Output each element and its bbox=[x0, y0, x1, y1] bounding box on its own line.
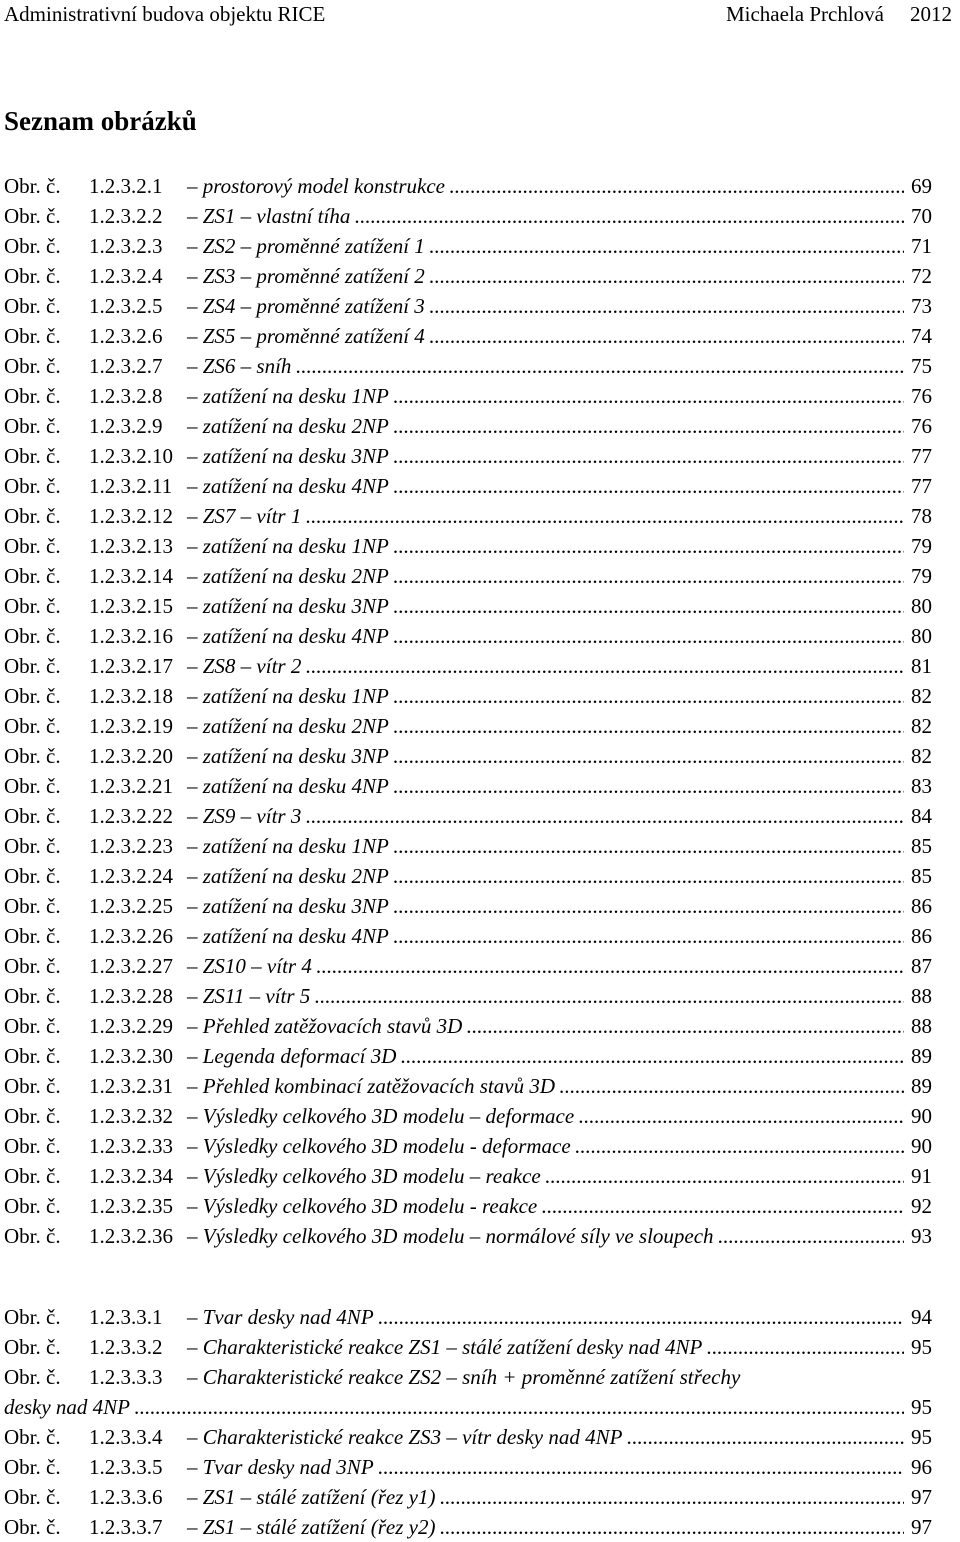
figure-prefix: Obr. č. bbox=[4, 744, 61, 768]
figure-caption: – zatížení na desku 2NP bbox=[187, 714, 389, 738]
dot-leader bbox=[295, 351, 904, 381]
page-number: 80 bbox=[911, 624, 932, 648]
toc-entry[interactable] bbox=[4, 711, 932, 741]
figure-number: 1.2.3.2.31 bbox=[89, 1074, 173, 1098]
dot-leader bbox=[429, 321, 904, 351]
figure-prefix: Obr. č. bbox=[4, 624, 61, 648]
dot-leader bbox=[305, 651, 904, 681]
figure-number: 1.2.3.3.6 bbox=[89, 1485, 163, 1509]
figure-prefix: Obr. č. bbox=[4, 504, 61, 528]
dot-leader bbox=[393, 381, 904, 411]
figure-prefix: Obr. č. bbox=[4, 714, 61, 738]
figure-number: 1.2.3.3.7 bbox=[89, 1515, 163, 1539]
dot-leader bbox=[429, 231, 904, 261]
dot-leader bbox=[393, 921, 904, 951]
figure-number: 1.2.3.3.1 bbox=[89, 1305, 163, 1329]
figure-prefix: Obr. č. bbox=[4, 834, 61, 858]
page-number: 73 bbox=[911, 294, 932, 318]
page-number: 88 bbox=[911, 1014, 932, 1038]
dot-leader bbox=[578, 1101, 904, 1131]
figure-number: 1.2.3.2.13 bbox=[89, 534, 173, 558]
figure-number: 1.2.3.2.35 bbox=[89, 1194, 173, 1218]
figure-caption: – ZS1 – vlastní tíha bbox=[187, 204, 351, 228]
figure-caption: – ZS6 – sníh bbox=[187, 354, 292, 378]
figure-prefix: Obr. č. bbox=[4, 1134, 61, 1158]
page-number: 86 bbox=[911, 894, 932, 918]
figure-number: 1.2.3.2.28 bbox=[89, 984, 173, 1008]
figure-caption: – zatížení na desku 3NP bbox=[187, 894, 389, 918]
figure-caption: – zatížení na desku 2NP bbox=[187, 564, 389, 588]
toc-entry[interactable] bbox=[4, 1161, 932, 1191]
figure-prefix: Obr. č. bbox=[4, 174, 61, 198]
figure-prefix: Obr. č. bbox=[4, 234, 61, 258]
figure-caption: – Tvar desky nad 3NP bbox=[187, 1455, 374, 1479]
dot-leader bbox=[545, 1161, 904, 1191]
figure-number: 1.2.3.2.17 bbox=[89, 654, 173, 678]
dot-leader bbox=[429, 261, 904, 291]
dot-leader bbox=[393, 531, 904, 561]
dot-leader bbox=[316, 951, 904, 981]
toc-entry[interactable] bbox=[4, 1131, 932, 1161]
page-number: 79 bbox=[911, 564, 932, 588]
toc-entry[interactable] bbox=[4, 681, 932, 711]
toc-entry[interactable] bbox=[4, 321, 932, 351]
figure-prefix: Obr. č. bbox=[4, 894, 61, 918]
figure-prefix: Obr. č. bbox=[4, 354, 61, 378]
toc-entry-line bbox=[4, 1392, 932, 1422]
page-number: 96 bbox=[911, 1455, 932, 1479]
toc-entry[interactable] bbox=[4, 651, 932, 681]
page-number: 82 bbox=[911, 714, 932, 738]
page-number: 97 bbox=[911, 1515, 932, 1539]
figure-prefix: Obr. č. bbox=[4, 774, 61, 798]
toc-entry[interactable] bbox=[4, 231, 932, 261]
figure-caption: – zatížení na desku 4NP bbox=[187, 774, 389, 798]
page-number: 91 bbox=[911, 1164, 932, 1188]
figure-prefix: Obr. č. bbox=[4, 684, 61, 708]
toc-entry-line bbox=[4, 1362, 932, 1392]
figure-caption: – zatížení na desku 1NP bbox=[187, 534, 389, 558]
page-number: 95 bbox=[911, 1395, 932, 1419]
figure-number: 1.2.3.3.5 bbox=[89, 1455, 163, 1479]
toc-entry[interactable] bbox=[4, 921, 932, 951]
dot-leader bbox=[439, 1482, 904, 1512]
figure-prefix: Obr. č. bbox=[4, 204, 61, 228]
page-number: 76 bbox=[911, 384, 932, 408]
figure-number: 1.2.3.2.23 bbox=[89, 834, 173, 858]
figure-caption: – zatížení na desku 1NP bbox=[187, 684, 389, 708]
figure-caption: – Výsledky celkového 3D modelu - deformace bbox=[187, 1134, 571, 1158]
figure-caption: – Přehled kombinací zatěžovacích stavů 3D bbox=[187, 1074, 555, 1098]
figure-number: 1.2.3.3.3 bbox=[89, 1365, 163, 1389]
toc-entry[interactable] bbox=[4, 831, 932, 861]
page-number: 75 bbox=[911, 354, 932, 378]
toc-entry[interactable] bbox=[4, 471, 932, 501]
figure-caption: – ZS7 – vítr 1 bbox=[187, 504, 302, 528]
figure-prefix: Obr. č. bbox=[4, 1194, 61, 1218]
figure-prefix: Obr. č. bbox=[4, 1305, 61, 1329]
page-number: 97 bbox=[911, 1485, 932, 1509]
page-number: 72 bbox=[911, 264, 932, 288]
toc-entry[interactable] bbox=[4, 1221, 932, 1251]
figure-prefix: Obr. č. bbox=[4, 1335, 61, 1359]
dot-leader bbox=[449, 171, 904, 201]
figure-number: 1.2.3.2.20 bbox=[89, 744, 173, 768]
figure-prefix: Obr. č. bbox=[4, 1044, 61, 1068]
figure-caption: – Charakteristické reakce ZS2 – sníh + proměnné zatížení střechy bbox=[187, 1365, 741, 1389]
toc-entry[interactable] bbox=[4, 1302, 932, 1332]
toc-entry[interactable] bbox=[4, 741, 932, 771]
dot-leader bbox=[393, 831, 904, 861]
document-year: 2012 bbox=[910, 2, 952, 26]
figure-prefix: Obr. č. bbox=[4, 1104, 61, 1128]
page-number: 71 bbox=[911, 234, 932, 258]
figure-prefix: Obr. č. bbox=[4, 804, 61, 828]
toc-entry[interactable] bbox=[4, 381, 932, 411]
toc-entry[interactable] bbox=[4, 1482, 932, 1512]
figure-prefix: Obr. č. bbox=[4, 924, 61, 948]
dot-leader bbox=[541, 1191, 904, 1221]
figure-number: 1.2.3.2.24 bbox=[89, 864, 173, 888]
list-of-figures-heading: Seznam obrázků bbox=[4, 106, 197, 136]
dot-leader bbox=[393, 861, 904, 891]
figure-number: 1.2.3.2.16 bbox=[89, 624, 173, 648]
page-number: 76 bbox=[911, 414, 932, 438]
page-number: 77 bbox=[911, 474, 932, 498]
page-number: 74 bbox=[911, 324, 932, 348]
dot-leader bbox=[354, 201, 904, 231]
toc-entry[interactable] bbox=[4, 861, 932, 891]
figure-prefix: Obr. č. bbox=[4, 654, 61, 678]
figure-caption: – zatížení na desku 2NP bbox=[187, 864, 389, 888]
dot-leader bbox=[393, 441, 904, 471]
figure-number: 1.2.3.3.4 bbox=[89, 1425, 163, 1449]
figure-number: 1.2.3.2.26 bbox=[89, 924, 173, 948]
figure-number: 1.2.3.2.29 bbox=[89, 1014, 173, 1038]
figure-number: 1.2.3.2.36 bbox=[89, 1224, 173, 1248]
figure-prefix: Obr. č. bbox=[4, 534, 61, 558]
page-number: 87 bbox=[911, 954, 932, 978]
figure-number: 1.2.3.2.30 bbox=[89, 1044, 173, 1068]
toc-entry[interactable] bbox=[4, 1422, 932, 1452]
figure-prefix: Obr. č. bbox=[4, 1074, 61, 1098]
figure-prefix: Obr. č. bbox=[4, 1515, 61, 1539]
dot-leader bbox=[393, 741, 904, 771]
figure-prefix: Obr. č. bbox=[4, 1365, 61, 1389]
dot-leader bbox=[626, 1422, 904, 1452]
figure-prefix: Obr. č. bbox=[4, 1455, 61, 1479]
page-number: 95 bbox=[911, 1335, 932, 1359]
dot-leader bbox=[393, 771, 904, 801]
toc-entry[interactable] bbox=[4, 1332, 932, 1362]
dot-leader bbox=[706, 1332, 904, 1362]
dot-leader bbox=[439, 1512, 904, 1542]
figure-prefix: Obr. č. bbox=[4, 1014, 61, 1038]
figure-caption: – ZS4 – proměnné zatížení 3 bbox=[187, 294, 425, 318]
dot-leader bbox=[378, 1302, 904, 1332]
toc-entry[interactable] bbox=[4, 1362, 932, 1422]
toc-entry[interactable] bbox=[4, 531, 932, 561]
dot-leader bbox=[393, 711, 904, 741]
toc-entry[interactable] bbox=[4, 981, 932, 1011]
figure-number: 1.2.3.2.32 bbox=[89, 1104, 173, 1128]
figure-caption: – zatížení na desku 4NP bbox=[187, 624, 389, 648]
figure-number: 1.2.3.2.10 bbox=[89, 444, 173, 468]
figure-number: 1.2.3.2.8 bbox=[89, 384, 163, 408]
toc-entry[interactable] bbox=[4, 1101, 932, 1131]
figure-caption: – zatížení na desku 3NP bbox=[187, 594, 389, 618]
figure-prefix: Obr. č. bbox=[4, 1224, 61, 1248]
dot-leader bbox=[429, 291, 904, 321]
figure-caption: – Přehled zatěžovacích stavů 3D bbox=[187, 1014, 463, 1038]
page-number: 77 bbox=[911, 444, 932, 468]
toc-entry[interactable] bbox=[4, 1512, 932, 1542]
page-number: 81 bbox=[911, 654, 932, 678]
dot-leader bbox=[393, 891, 904, 921]
page-number: 80 bbox=[911, 594, 932, 618]
figure-prefix: Obr. č. bbox=[4, 414, 61, 438]
figure-caption: – Charakteristické reakce ZS1 – stálé zatížení desky nad 4NP bbox=[187, 1335, 703, 1359]
toc-entry[interactable] bbox=[4, 951, 932, 981]
toc-entry[interactable] bbox=[4, 1071, 932, 1101]
figure-number: 1.2.3.2.33 bbox=[89, 1134, 173, 1158]
toc-entry[interactable] bbox=[4, 801, 932, 831]
page-number: 95 bbox=[911, 1425, 932, 1449]
figure-caption: – zatížení na desku 4NP bbox=[187, 924, 389, 948]
author-name: Michaela Prchlová bbox=[725, 2, 884, 26]
toc-entry[interactable] bbox=[4, 261, 932, 291]
page-number: 88 bbox=[911, 984, 932, 1008]
page-number: 93 bbox=[911, 1224, 932, 1248]
dot-leader bbox=[393, 621, 904, 651]
figure-caption: – Výsledky celkového 3D modelu – deformace bbox=[187, 1104, 575, 1128]
toc-entry[interactable] bbox=[4, 201, 932, 231]
figure-prefix: Obr. č. bbox=[4, 1485, 61, 1509]
figure-prefix: Obr. č. bbox=[4, 1164, 61, 1188]
figure-prefix: Obr. č. bbox=[4, 474, 61, 498]
toc-entry[interactable] bbox=[4, 621, 932, 651]
toc-entry[interactable] bbox=[4, 891, 932, 921]
toc-entry[interactable] bbox=[4, 411, 932, 441]
toc-entry[interactable] bbox=[4, 1041, 932, 1071]
page-number: 83 bbox=[911, 774, 932, 798]
figure-number: 1.2.3.2.1 bbox=[89, 174, 163, 198]
figure-caption: – Charakteristické reakce ZS3 – vítr desky nad 4NP bbox=[187, 1425, 623, 1449]
toc-entry[interactable] bbox=[4, 441, 932, 471]
figure-caption: – ZS11 – vítr 5 bbox=[187, 984, 311, 1008]
page-number: 79 bbox=[911, 534, 932, 558]
figure-caption-continued: desky nad 4NP bbox=[4, 1395, 130, 1419]
figure-caption: – Legenda deformací 3D bbox=[187, 1044, 397, 1068]
dot-leader bbox=[400, 1041, 904, 1071]
figure-caption: – prostorový model konstrukce bbox=[187, 174, 445, 198]
figure-prefix: Obr. č. bbox=[4, 1425, 61, 1449]
figure-caption: – Tvar desky nad 4NP bbox=[187, 1305, 374, 1329]
figure-caption: – ZS2 – proměnné zatížení 1 bbox=[187, 234, 425, 258]
dot-leader bbox=[393, 411, 904, 441]
figure-prefix: Obr. č. bbox=[4, 324, 61, 348]
page-number: 85 bbox=[911, 834, 932, 858]
figure-number: 1.2.3.2.11 bbox=[89, 474, 173, 498]
figure-caption: – ZS1 – stálé zatížení (řez y1) bbox=[187, 1485, 436, 1509]
figure-list-section-1 bbox=[4, 171, 932, 1251]
figure-number: 1.2.3.2.22 bbox=[89, 804, 173, 828]
figure-number: 1.2.3.2.4 bbox=[89, 264, 163, 288]
dot-leader bbox=[575, 1131, 904, 1161]
page-number: 82 bbox=[911, 744, 932, 768]
toc-entry[interactable] bbox=[4, 1452, 932, 1482]
figure-number: 1.2.3.2.2 bbox=[89, 204, 163, 228]
document-title: Administrativní budova objektu RICE bbox=[4, 2, 326, 26]
figure-prefix: Obr. č. bbox=[4, 294, 61, 318]
page-number: 69 bbox=[911, 174, 932, 198]
toc-entry[interactable] bbox=[4, 591, 932, 621]
figure-number: 1.2.3.2.27 bbox=[89, 954, 173, 978]
figure-caption: – ZS3 – proměnné zatížení 2 bbox=[187, 264, 425, 288]
dot-leader bbox=[393, 681, 904, 711]
toc-entry[interactable] bbox=[4, 1011, 932, 1041]
figure-prefix: Obr. č. bbox=[4, 594, 61, 618]
figure-caption: – ZS1 – stálé zatížení (řez y2) bbox=[187, 1515, 436, 1539]
page-number: 94 bbox=[911, 1305, 932, 1329]
figure-caption: – zatížení na desku 2NP bbox=[187, 414, 389, 438]
figure-list-section-2 bbox=[4, 1302, 932, 1542]
toc-entry[interactable] bbox=[4, 1191, 932, 1221]
page-header bbox=[4, 2, 952, 32]
figure-number: 1.2.3.2.19 bbox=[89, 714, 173, 738]
figure-prefix: Obr. č. bbox=[4, 384, 61, 408]
toc-entry[interactable] bbox=[4, 351, 932, 381]
figure-prefix: Obr. č. bbox=[4, 564, 61, 588]
dot-leader bbox=[134, 1392, 904, 1422]
figure-prefix: Obr. č. bbox=[4, 984, 61, 1008]
dot-leader bbox=[305, 801, 904, 831]
page-number: 84 bbox=[911, 804, 932, 828]
page-number: 70 bbox=[911, 204, 932, 228]
toc-entry[interactable] bbox=[4, 291, 932, 321]
page-number: 90 bbox=[911, 1104, 932, 1128]
figure-caption: – ZS8 – vítr 2 bbox=[187, 654, 302, 678]
dot-leader bbox=[314, 981, 904, 1011]
figure-number: 1.2.3.2.21 bbox=[89, 774, 173, 798]
figure-caption: – zatížení na desku 4NP bbox=[187, 474, 389, 498]
figure-number: 1.2.3.2.7 bbox=[89, 354, 163, 378]
figure-caption: – ZS5 – proměnné zatížení 4 bbox=[187, 324, 425, 348]
dot-leader bbox=[718, 1221, 904, 1251]
figure-prefix: Obr. č. bbox=[4, 954, 61, 978]
dot-leader bbox=[305, 501, 904, 531]
figure-caption: – zatížení na desku 3NP bbox=[187, 444, 389, 468]
figure-caption: – ZS9 – vítr 3 bbox=[187, 804, 302, 828]
figure-caption: – zatížení na desku 1NP bbox=[187, 384, 389, 408]
dot-leader bbox=[393, 471, 904, 501]
figure-number: 1.2.3.2.3 bbox=[89, 234, 163, 258]
page-number: 90 bbox=[911, 1134, 932, 1158]
toc-entry[interactable] bbox=[4, 501, 932, 531]
dot-leader bbox=[378, 1452, 904, 1482]
dot-leader bbox=[559, 1071, 904, 1101]
figure-number: 1.2.3.2.5 bbox=[89, 294, 163, 318]
figure-caption: – Výsledky celkového 3D modelu – reakce bbox=[187, 1164, 541, 1188]
dot-leader bbox=[393, 561, 904, 591]
figure-caption: – Výsledky celkového 3D modelu – normálové síly ve sloupech bbox=[187, 1224, 714, 1248]
page-number: 85 bbox=[911, 864, 932, 888]
toc-entry[interactable] bbox=[4, 771, 932, 801]
figure-caption: – Výsledky celkového 3D modelu - reakce bbox=[187, 1194, 538, 1218]
figure-number: 1.2.3.2.18 bbox=[89, 684, 173, 708]
figure-caption: – zatížení na desku 1NP bbox=[187, 834, 389, 858]
figure-number: 1.2.3.2.12 bbox=[89, 504, 173, 528]
figure-number: 1.2.3.2.9 bbox=[89, 414, 163, 438]
toc-entry[interactable] bbox=[4, 171, 932, 201]
dot-leader bbox=[393, 591, 904, 621]
figure-number: 1.2.3.2.25 bbox=[89, 894, 173, 918]
figure-number: 1.2.3.3.2 bbox=[89, 1335, 163, 1359]
page-number: 86 bbox=[911, 924, 932, 948]
page-number: 78 bbox=[911, 504, 932, 528]
figure-number: 1.2.3.2.15 bbox=[89, 594, 173, 618]
figure-number: 1.2.3.2.14 bbox=[89, 564, 173, 588]
page-number: 89 bbox=[911, 1044, 932, 1068]
dot-leader bbox=[466, 1011, 904, 1041]
figure-prefix: Obr. č. bbox=[4, 264, 61, 288]
figure-prefix: Obr. č. bbox=[4, 444, 61, 468]
figure-caption: – ZS10 – vítr 4 bbox=[187, 954, 312, 978]
figure-caption: – zatížení na desku 3NP bbox=[187, 744, 389, 768]
page-number: 82 bbox=[911, 684, 932, 708]
figure-prefix: Obr. č. bbox=[4, 864, 61, 888]
figure-number: 1.2.3.2.34 bbox=[89, 1164, 173, 1188]
page-number: 89 bbox=[911, 1074, 932, 1098]
toc-entry[interactable] bbox=[4, 561, 932, 591]
page-number: 92 bbox=[911, 1194, 932, 1218]
figure-number: 1.2.3.2.6 bbox=[89, 324, 163, 348]
